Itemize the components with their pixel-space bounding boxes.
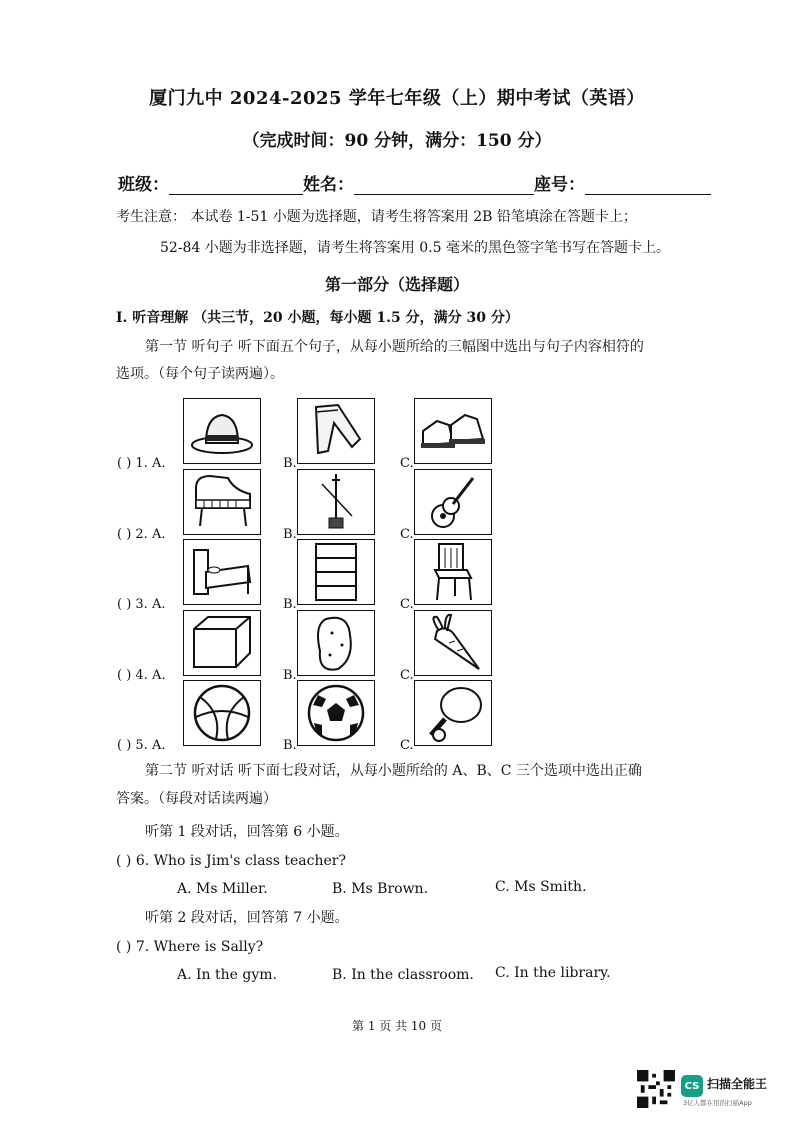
shoes-icon[interactable] <box>414 398 492 464</box>
box-icon[interactable] <box>183 610 261 676</box>
part-one-heading: 第一部分（选择题） <box>324 275 469 294</box>
picture-option-b-label: B. <box>283 597 297 612</box>
q7-stem: ( ) 7. Where is Sally? <box>116 939 264 955</box>
page-title: 厦门九中 2024-2025 学年七年级（上）期中考试（英语） <box>149 88 645 109</box>
section1-instructions-line1: 第一节 听句子 听下面五个句子，从每小题所给的三幅图中选出与句子内容相符的 <box>145 339 644 355</box>
q6-option-c[interactable]: C. Ms Smith. <box>495 879 587 895</box>
potato-icon[interactable] <box>297 610 375 676</box>
bookcase-icon[interactable] <box>297 539 375 605</box>
picture-option-b-label: B. <box>283 738 297 753</box>
erhu-icon[interactable] <box>297 469 375 535</box>
student-info-line <box>118 170 718 195</box>
notice-line-1: 考生注意： 本试卷 1-51 小题为选择题，请考生将答案用 2B 铅笔填涂在答题卡上； <box>116 209 637 225</box>
dialog1-intro: 听第 1 段对话，回答第 6 小题。 <box>145 824 349 840</box>
q6-option-a[interactable]: A. Ms Miller. <box>177 881 268 897</box>
section2-instructions-line1: 第二节 听对话 听下面七段对话，从每小题所给的 A、B、C 三个选项中选出正确 <box>145 763 642 779</box>
picture-option-c-label: C. <box>400 738 414 753</box>
section-i-heading: I. 听音理解 （共三节，20 小题，每小题 1.5 分，满分 30 分） <box>116 310 519 326</box>
q6-option-b[interactable]: B. Ms Brown. <box>332 881 429 897</box>
picture-option-c-label: C. <box>400 667 414 683</box>
picture-question-label: ( ) 1. A. <box>117 456 166 471</box>
name-blank[interactable] <box>354 176 534 195</box>
basketball-icon[interactable] <box>183 680 261 746</box>
q6-stem: ( ) 6. Who is Jim's class teacher? <box>116 853 346 869</box>
dialog2-intro: 听第 2 段对话，回答第 7 小题。 <box>145 910 349 926</box>
picture-option-b-label: B. <box>283 667 297 683</box>
picture-question-label: ( ) 3. A. <box>117 597 166 612</box>
seat-label: 座号： <box>534 175 585 195</box>
picture-option-b-label: B. <box>283 456 297 471</box>
picture-option-b-label: B. <box>283 526 297 542</box>
bed-icon[interactable] <box>183 539 261 605</box>
pants-icon[interactable] <box>297 398 375 464</box>
guitar-icon[interactable] <box>414 469 492 535</box>
picture-option-c-label: C. <box>400 456 414 471</box>
section2-instructions-line2: 答案。（每段对话读两遍） <box>116 791 277 807</box>
picture-question-label: ( ) 2. A. <box>117 526 166 542</box>
seat-blank[interactable] <box>585 176 711 195</box>
notice-line-2: 52-84 小题为非选择题，请考生将答案用 0.5 毫米的黑色签字笔书写在答题卡上。 <box>160 240 670 256</box>
camscanner-logo: CS <box>681 1075 703 1097</box>
carrot-icon[interactable] <box>414 610 492 676</box>
page-number: 第 1 页 共 10 页 <box>352 1019 442 1033</box>
qr-code-icon <box>637 1070 675 1108</box>
camscanner-name: 扫描全能王 <box>707 1077 768 1091</box>
section1-instructions-line2: 选项。（每个句子读两遍）。 <box>116 366 284 382</box>
class-blank[interactable] <box>169 176 303 195</box>
piano-icon[interactable] <box>183 469 261 535</box>
q7-option-a[interactable]: A. In the gym. <box>177 967 277 983</box>
exam-time-info: （完成时间：90 分钟，满分：150 分） <box>242 131 552 151</box>
name-label: 姓名： <box>303 175 354 195</box>
soccer-ball-icon[interactable] <box>297 680 375 746</box>
hat-icon[interactable] <box>183 398 261 464</box>
picture-question-label: ( ) 4. A. <box>117 667 166 683</box>
picture-question-label: ( ) 5. A. <box>117 738 166 753</box>
class-label: 班级： <box>118 175 169 195</box>
q7-option-b[interactable]: B. In the classroom. <box>332 967 474 983</box>
camscanner-tagline: 3亿人都在用的扫描App <box>683 1099 752 1107</box>
picture-option-c-label: C. <box>400 526 414 542</box>
ping-pong-icon[interactable] <box>414 680 492 746</box>
picture-option-c-label: C. <box>400 597 414 612</box>
q7-option-c[interactable]: C. In the library. <box>495 965 611 981</box>
chair-icon[interactable] <box>414 539 492 605</box>
